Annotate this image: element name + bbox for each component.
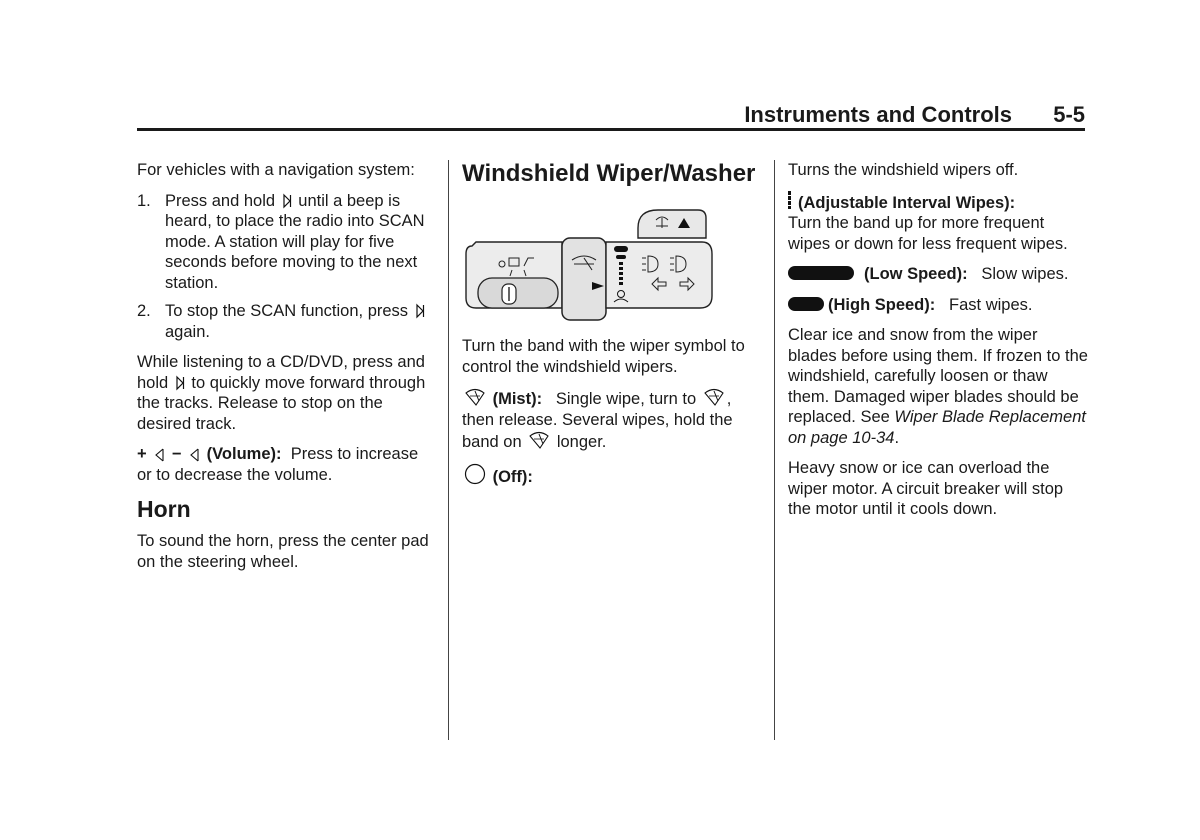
step-1-text-a: Press and hold [165,191,276,210]
ice-paragraph [788,325,1088,448]
column-3 [788,160,1088,530]
step-2-number: 2. [137,302,151,320]
volume-icon [188,448,200,462]
cd-text-b: to quickly move forward through the tracks. Release to stop on the desired track. [137,373,426,433]
low-speed-bar-icon [788,266,854,280]
mist-text-b: , then release. Several wipes, hold the band on [462,390,733,451]
nav-intro: For vehicles with a navigation system: [137,161,415,179]
volume-label: (Volume): [206,445,282,463]
high-paragraph [788,295,1088,316]
heavy-snow-text: Heavy snow or ice can overload the wiper motor. A circuit breaker will stop the motor until it cools down. [788,459,1064,518]
column-divider-1 [448,160,449,740]
wiper-blade-reference: Wiper Blade Replacement on page 10-34 [788,408,1086,447]
step-2-text-b: again. [165,322,210,341]
column-1 [137,160,432,582]
seek-icon [415,303,425,319]
ice-end: . [894,428,900,447]
mist-label: (Mist): [492,390,543,408]
scan-steps [137,191,432,343]
step-2 [137,301,432,342]
off-paragraph [462,463,760,488]
interval-label: (Adjustable Interval Wipes): [798,193,1016,212]
seek-icon [282,193,292,209]
step-2-text-a: To stop the SCAN function, press [165,302,409,320]
header-rule [137,128,1085,131]
step-1-number: 1. [137,191,151,210]
volume-paragraph [137,444,432,485]
column-2 [462,160,760,497]
wiper-mist-icon [703,387,725,407]
volume-icon [153,448,165,462]
wiper-lever-illustration [462,198,752,322]
off-label: (Off): [492,467,533,486]
volume-minus: − [171,445,182,463]
off-text: Turns the windshield wipers off. [788,161,1019,179]
high-speed-bar-icon [788,297,824,311]
interval-bars-icon [788,191,792,210]
interval-paragraph [788,191,1088,255]
mist-text-a: Single wipe, turn to [555,390,697,408]
band-text: Turn the band with the wiper symbol to control the windshield wipers. [462,337,745,376]
cd-text-a: While listening to a CD/DVD, press and hold [137,353,425,392]
section-title: Instruments and Controls [744,102,1012,127]
high-label: (High Speed): [828,295,936,314]
interval-text: Turn the band up for more frequent wipes or down for less frequent wipes. [788,214,1068,253]
ice-text: Clear ice and snow from the wiper blades before using them. If frozen to the windshield, carefully loosen or thaw them. Damaged wiper blades should be replaced. See [788,326,1088,426]
mist-paragraph [462,387,760,453]
column-divider-2 [774,160,775,740]
low-label: (Low Speed): [864,265,968,283]
wiper-mist-icon [464,387,486,407]
cd-paragraph [137,352,432,434]
page-header [137,100,1085,130]
horn-heading: Horn [137,496,191,522]
page-number: 5-5 [1053,102,1085,127]
step-1-text-b: until a beep is heard, to place the radio into SCAN mode. A station will play for five seconds before moving to the next station. [165,191,425,292]
low-paragraph [788,264,1088,285]
off-circle-icon [464,463,486,485]
seek-icon [175,375,185,391]
mist-text-c: longer. [556,433,607,451]
high-text: Fast wipes. [949,295,1033,314]
wiper-heading: Windshield Wiper/Washer [462,160,756,187]
wiper-mist-icon [528,430,550,450]
horn-text: To sound the horn, press the center pad on the steering wheel. [137,532,429,571]
volume-plus: + [137,445,147,463]
volume-text: Press to increase or to decrease the volume. [137,445,419,484]
low-text: Slow wipes. [981,265,1069,283]
step-1 [137,191,432,294]
